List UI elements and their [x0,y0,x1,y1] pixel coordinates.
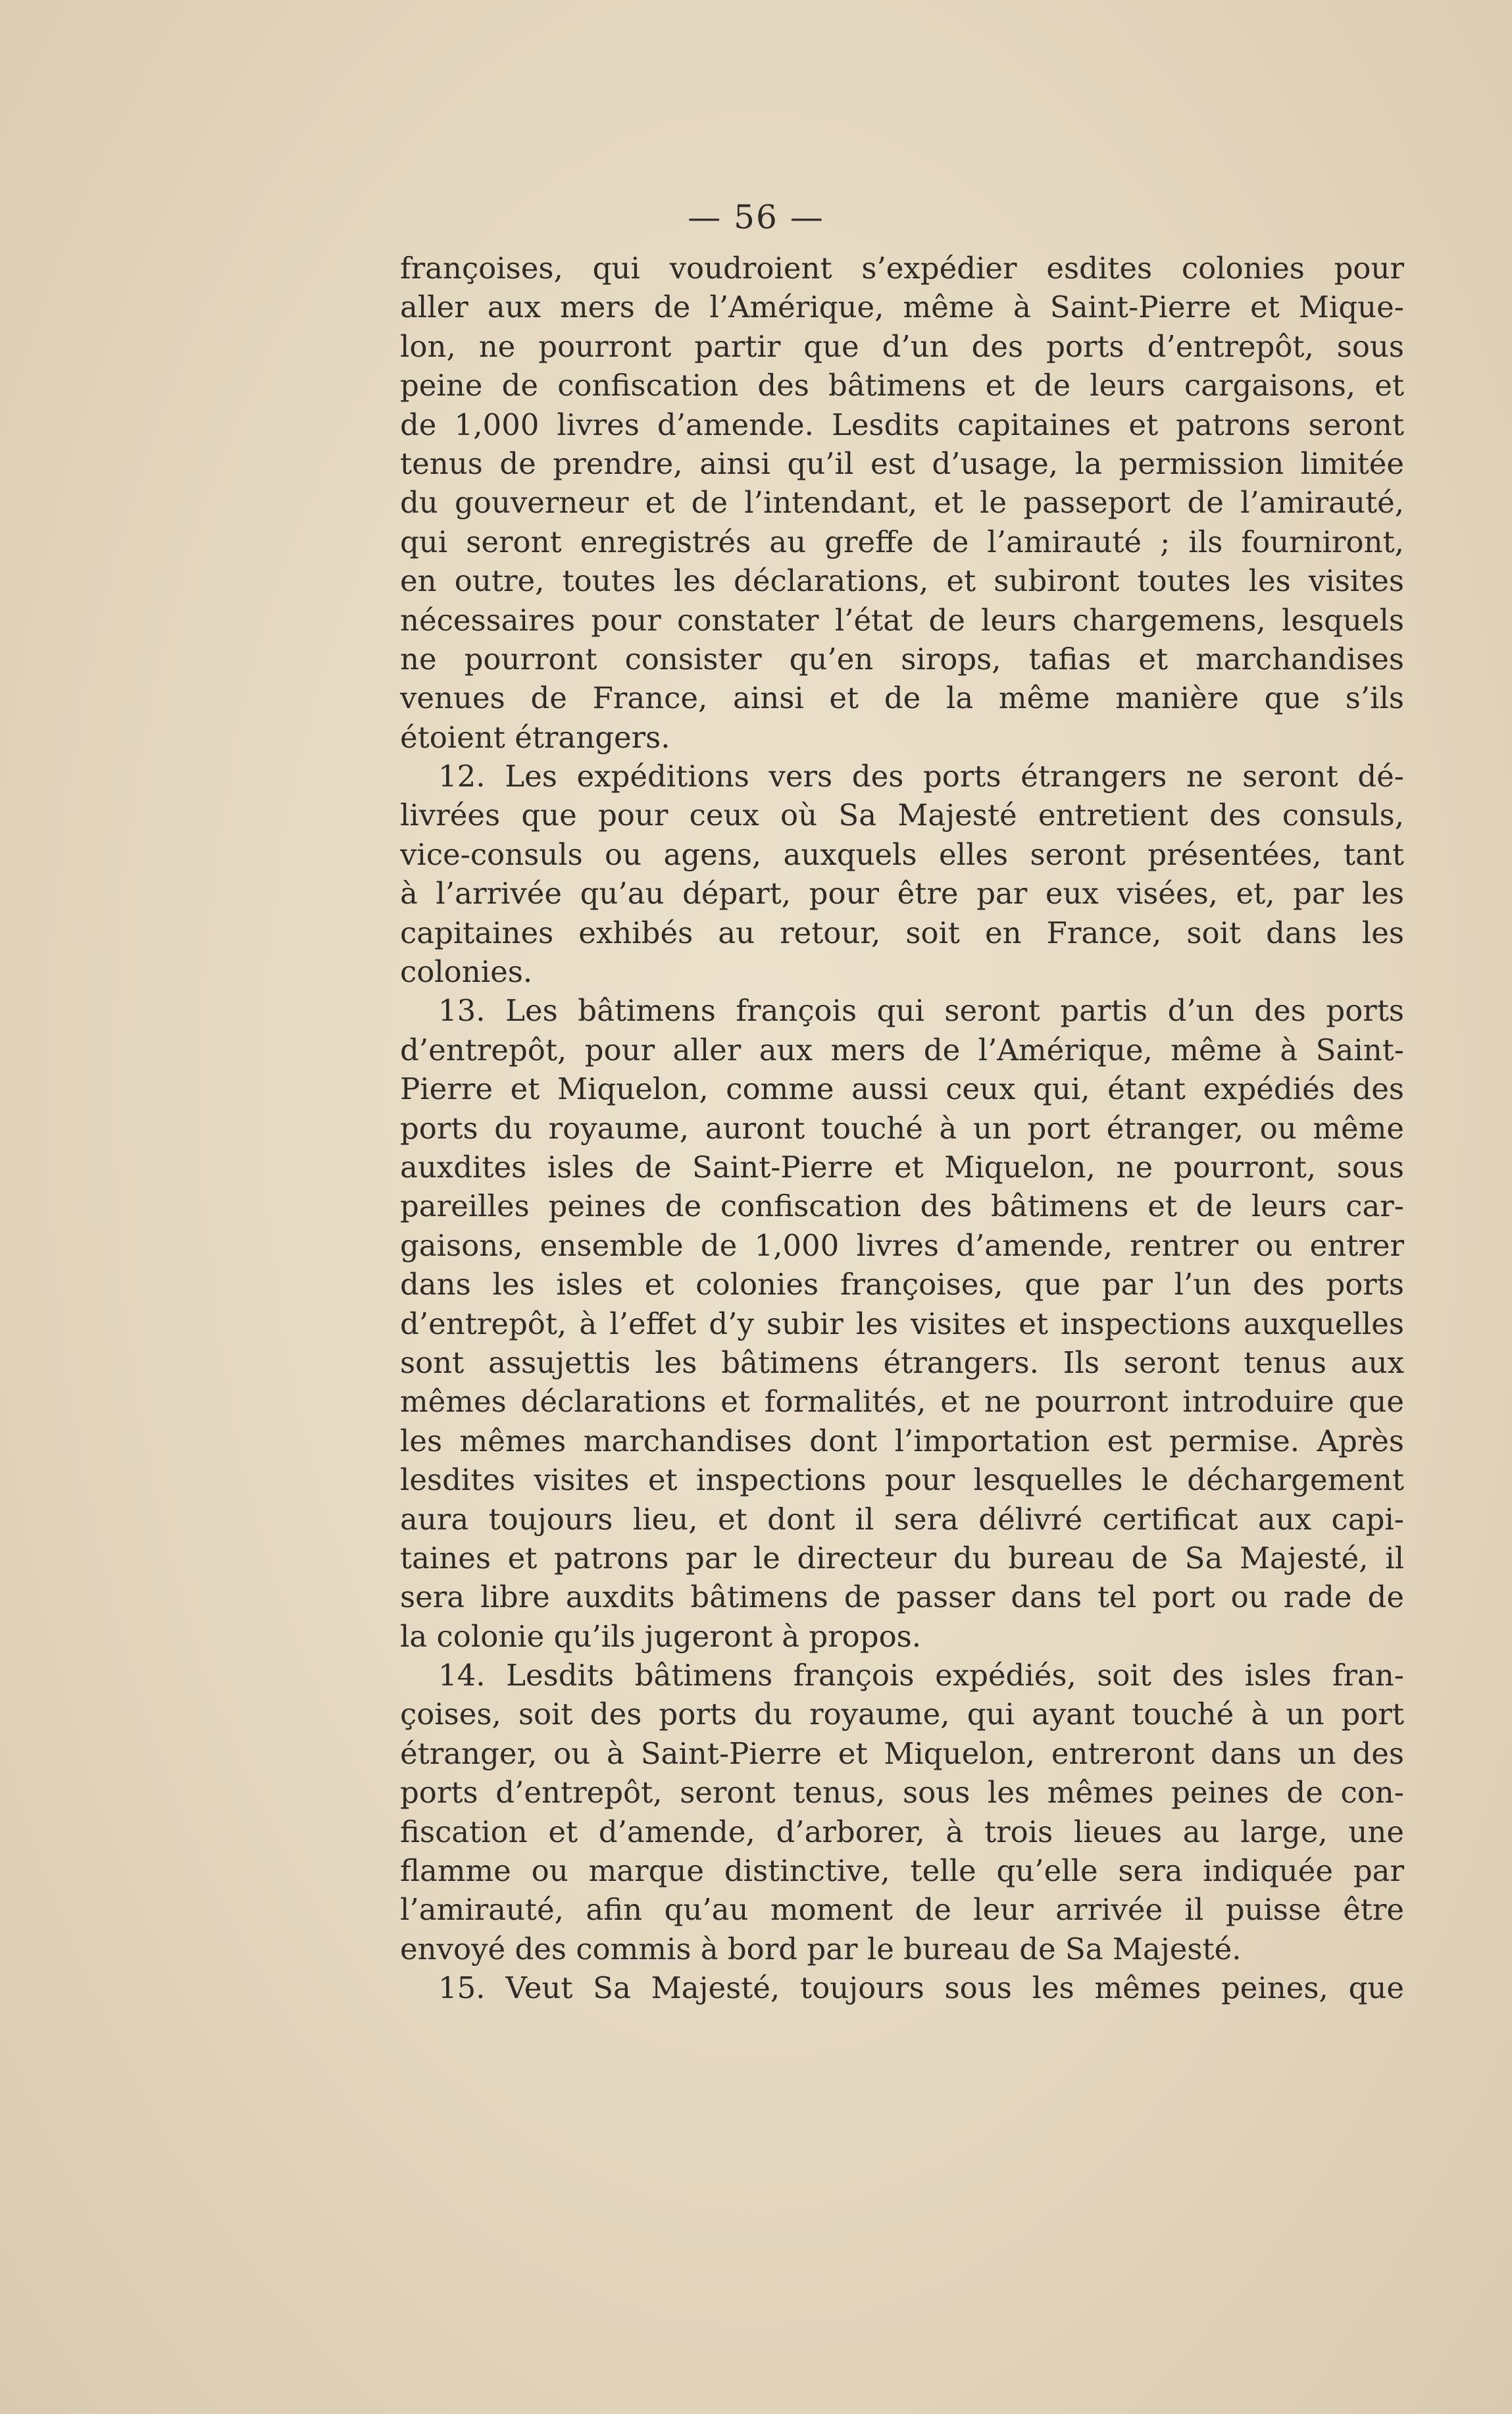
text-line: françoises, qui voudroient s’expédier esdites colonies pour [400,251,1404,286]
text-line: la colonie qu’ils jugeront à propos. [400,1618,922,1654]
text-line: qui seront enregistrés au greffe de l’amirauté ; ils fourniront, [400,524,1404,559]
text-line: lon, ne pourront partir que d’un des ports d’entrepôt, sous [400,328,1404,364]
text-line: peine de confiscation des bâtimens et de leurs cargaisons, et [400,368,1404,403]
text-line: aura toujours lieu, et dont il sera délivré certificat aux capi- [400,1501,1404,1537]
text-line: dans les isles et colonies françoises, que par l’un des ports [400,1267,1404,1302]
text-line: 15. Veut Sa Majesté, toujours sous les mêmes peines, que [438,1970,1404,2006]
text-line: de 1,000 livres d’amende. Lesdits capitaines et patrons seront [400,407,1404,442]
body-text [400,249,1404,2008]
text-line: sera libre auxdits bâtimens de passer dans tel port ou rade de [400,1579,1404,1615]
text-line: d’entrepôt, pour aller aux mers de l’Amérique, même à Saint- [400,1032,1404,1067]
text-line: étoient étrangers. [400,719,670,755]
text-line: lesdites visites et inspections pour lesquelles le déchargement [400,1462,1404,1498]
text-line: les mêmes marchandises dont l’importation est permise. Après [400,1423,1404,1458]
text-line: 14. Lesdits bâtimens françois expédiés, soit des isles fran- [438,1658,1404,1693]
text-line: sont assujettis les bâtimens étrangers. Ils seront tenus aux [400,1345,1404,1380]
text-line: envoyé des commis à bord par le bureau de Sa Majesté. [400,1931,1242,1966]
text-line: mêmes déclarations et formalités, et ne pourront introduire que [400,1384,1404,1420]
text-line: en outre, toutes les déclarations, et subiront toutes les visites [400,563,1404,599]
text-line: Pierre et Miquelon, comme aussi ceux qui, étant expédiés des [400,1071,1404,1107]
text-line: capitaines exhibés au retour, soit en France, soit dans les [400,915,1404,950]
text-line: gaisons, ensemble de 1,000 livres d’amende, rentrer ou entrer [400,1227,1404,1263]
text-line: d’entrepôt, à l’effet d’y subir les visites et inspections auxquelles [400,1306,1404,1341]
text-line: fiscation et d’amende, d’arborer, à trois lieues au large, une [400,1814,1404,1849]
text-line: nécessaires pour constater l’état de leurs chargemens, lesquels [400,602,1404,638]
text-line: livrées que pour ceux où Sa Majesté entretient des consuls, [400,798,1404,833]
text-line: vice-consuls ou agens, auxquels elles seront présentées, tant [400,836,1404,872]
text-line: 12. Les expéditions vers des ports étrangers ne seront dé- [438,759,1404,794]
text-line: colonies. [400,954,533,990]
text-line: çoises, soit des ports du royaume, qui ayant touché à un port [400,1697,1404,1732]
text-line: ports du royaume, auront touché à un port étranger, ou même [400,1110,1404,1146]
text-line: flamme ou marque distinctive, telle qu’elle sera indiquée par [400,1853,1404,1889]
text-line: du gouverneur et de l’intendant, et le passeport de l’amirauté, [400,485,1404,521]
text-line: ports d’entrepôt, seront tenus, sous les mêmes peines de con- [400,1775,1404,1810]
text-line: tenus de prendre, ainsi qu’il est d’usage, la permission limitée [400,446,1404,481]
text-line: pareilles peines de confiscation des bâtimens et de leurs car- [400,1189,1404,1224]
page-number: — 56 — [688,198,824,236]
text-line: aller aux mers de l’Amérique, même à Saint-Pierre et Mique- [400,290,1404,325]
text-line: venues de France, ainsi et de la même manière que s’ils [400,681,1404,716]
text-line: ne pourront consister qu’en sirops, tafias et marchandises [400,641,1404,677]
text-line: taines et patrons par le directeur du bureau de Sa Majesté, il [400,1540,1404,1576]
text-line: auxdites isles de Saint-Pierre et Miquelon, ne pourront, sous [400,1149,1404,1185]
text-line: à l’arrivée qu’au départ, pour être par eux visées, et, par les [400,876,1404,912]
text-line: étranger, ou à Saint-Pierre et Miquelon, entreront dans un des [400,1735,1404,1771]
text-line: 13. Les bâtimens françois qui seront partis d’un des ports [438,993,1404,1029]
text-line: l’amirauté, afin qu’au moment de leur arrivée il puisse être [400,1892,1404,1928]
